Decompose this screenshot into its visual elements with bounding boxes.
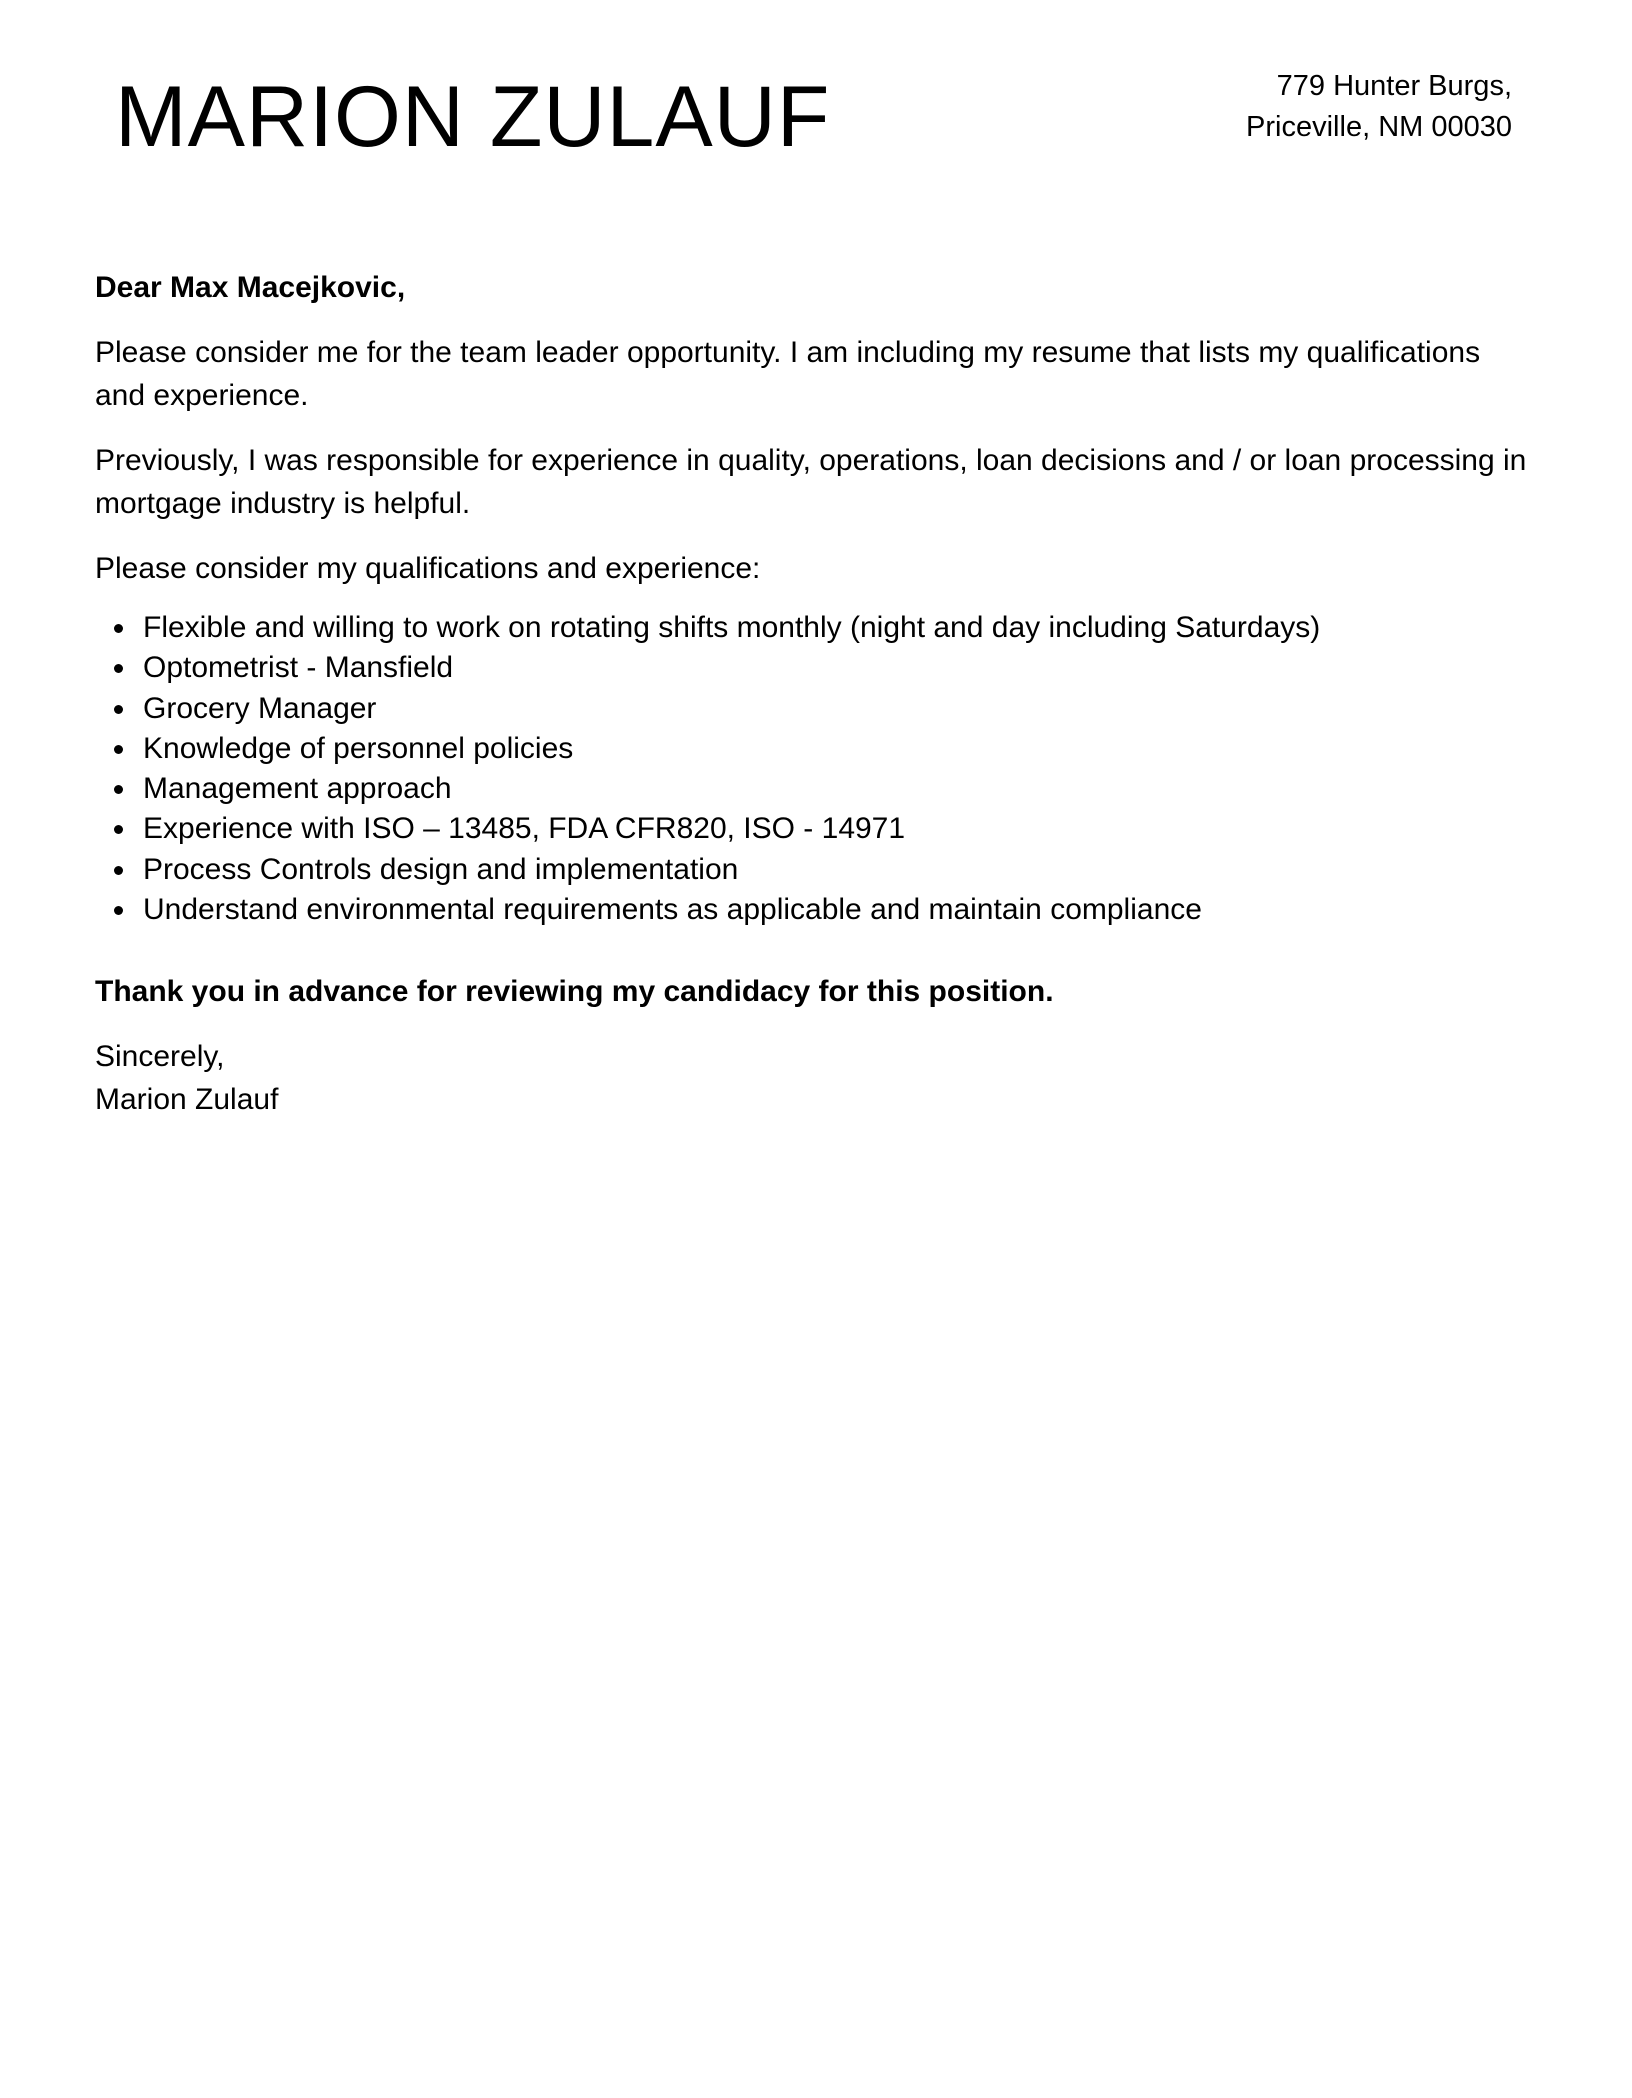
bullet-icon xyxy=(114,825,123,834)
list-item-text: Understand environmental requirements as applicable and maintain compliance xyxy=(143,893,1202,927)
list-item xyxy=(143,648,1535,688)
bullet-icon xyxy=(114,866,123,875)
list-item xyxy=(143,890,1535,930)
bullet-icon xyxy=(114,664,123,673)
list-item-text: Knowledge of personnel policies xyxy=(143,731,574,765)
bullet-icon xyxy=(114,705,123,714)
list-item xyxy=(143,608,1535,648)
list-item xyxy=(143,729,1535,769)
qualifications-list xyxy=(95,608,1535,930)
list-item-text: Grocery Manager xyxy=(143,691,377,725)
list-item-text: Optometrist - Mansfield xyxy=(143,651,454,685)
list-item xyxy=(143,809,1535,849)
list-item xyxy=(143,850,1535,890)
bullet-icon xyxy=(114,785,123,794)
qualifications-intro: Please consider my qualifications and experience: xyxy=(95,552,761,585)
bullet-icon xyxy=(114,624,123,633)
list-item-text: Process Controls design and implementation xyxy=(143,852,739,886)
list-item xyxy=(143,689,1535,729)
paragraph-intro: Please consider me for the team leader opportunity. I am including my resume that lists my qualifications and experience. xyxy=(95,336,1481,412)
address-line-2: Priceville, NM 00030 xyxy=(1246,111,1512,143)
paragraph-experience: Previously, I was responsible for experience in quality, operations, loan decisions and / or loan processing in mortgage industry is helpful. xyxy=(95,444,1527,520)
bullet-icon xyxy=(114,745,123,754)
letter-body xyxy=(95,266,1535,1121)
applicant-address xyxy=(1246,66,1512,148)
list-item-text: Management approach xyxy=(143,772,452,806)
list-item-text: Flexible and willing to work on rotating shifts monthly (night and day including Saturdays) xyxy=(143,611,1321,644)
applicant-name: MARION ZULAUF xyxy=(115,69,831,165)
address-line-1: 779 Hunter Burgs, xyxy=(1276,70,1512,102)
bullet-icon xyxy=(114,906,123,915)
signature-name: Marion Zulauf xyxy=(95,1083,279,1117)
list-item xyxy=(143,769,1535,809)
list-item-text: Experience with ISO – 13485, FDA CFR820, ISO - 14971 xyxy=(143,812,906,846)
signoff-block xyxy=(95,1035,1535,1121)
closing-statement: Thank you in advance for reviewing my candidacy for this position. xyxy=(95,975,1054,1009)
salutation: Dear Max Macejkovic, xyxy=(95,271,406,304)
signoff: Sincerely, xyxy=(95,1040,225,1074)
